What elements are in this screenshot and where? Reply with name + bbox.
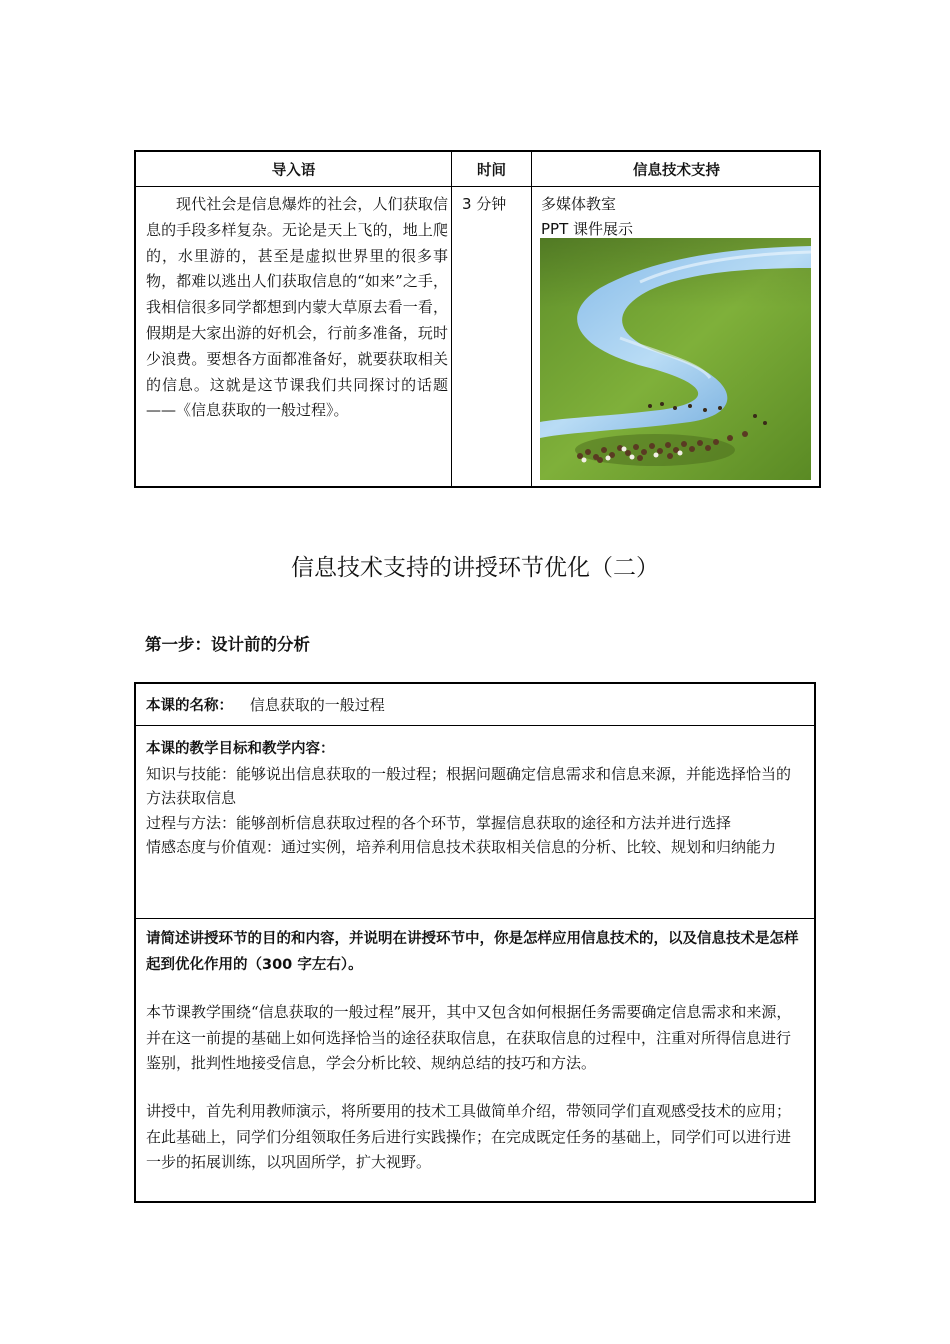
course-name-value: 信息获取的一般过程: [249, 696, 385, 714]
intro-table: [134, 150, 821, 488]
column-divider: [531, 152, 532, 486]
header-intro: 导入语: [271, 162, 316, 179]
goals-row: [146, 737, 804, 860]
support-line-2: PPT 课件展示: [541, 220, 634, 238]
support-cell: [541, 192, 633, 242]
header-time: 时间: [477, 162, 506, 179]
header-it-support: 信息技术支持: [633, 162, 720, 179]
section-title: 信息技术支持的讲授环节优化（二）: [291, 555, 659, 581]
goal-attitude: 情感态度与价值观：通过实例，培养利用信息技术获取相关信息的分析、比较、规划和归纳能力: [146, 838, 777, 857]
support-line-1: 多媒体教室: [541, 195, 617, 213]
question-row: [146, 927, 804, 1176]
answer-paragraph-1: 本节课教学围绕“信息获取的一般过程”展开，其中又包含如何根据任务需要确定信息需求和来源，并在这一前提的基础上如何选择恰当的途径获取信息，在获取信息的过程中，注重对所得信息进行鉴别，批判性地接受信息，学会分析比较、规纳总结的技巧和方法。: [146, 1003, 792, 1073]
course-name-row: [146, 693, 804, 719]
header-divider: [136, 186, 819, 187]
goals-label: 本课的教学目标和教学内容：: [146, 741, 335, 757]
intro-text: 现代社会是信息爆炸的社会，人们获取信息的手段多样复杂。无论是天上飞的，地上爬的，水里游的，甚至是虚拟世界里的很多事物，都难以逃出人们获取信息的“如来”之手，我相信很多同学都想到内蒙大草原去看一看，假期是大家出游的好机会，行前多准备，玩时少浪费。要想各方面都准备好，就要获取相关的信息。这就是这节课我们共同探讨的话题——《信息获取的一般过程》。: [146, 195, 448, 420]
grassland-river-photo: [540, 238, 811, 480]
intro-text-cell: [146, 192, 448, 424]
question-text: 请简述讲授环节的目的和内容，并说明在讲授环节中，你是怎样应用信息技术的，以及信息技术是怎样起到优化作用的（300 字左右）。: [146, 931, 799, 973]
course-name-label: 本课的名称：: [146, 698, 233, 714]
analysis-table: [134, 682, 816, 1203]
column-divider: [451, 152, 452, 486]
goal-process: 过程与方法：能够剖析信息获取过程的各个环节，掌握信息获取的途径和方法并进行选择: [146, 813, 732, 832]
time-cell: [462, 192, 506, 217]
time-value: 3 分钟: [462, 195, 507, 213]
step-title: 第一步：设计前的分析: [145, 635, 310, 654]
goal-knowledge: 知识与技能：能够说出信息获取的一般过程；根据问题确定信息需求和信息来源，并能选择恰当的方法获取信息: [146, 764, 792, 808]
row-divider: [136, 725, 814, 726]
row-divider: [136, 918, 814, 919]
answer-paragraph-2: 讲授中，首先利用教师演示，将所要用的技术工具做简单介绍，带领同学们直观感受技术的应用；在此基础上，同学们分组领取任务后进行实践操作；在完成既定任务的基础上，同学们可以进行进一步的拓展训练，以巩固所学，扩大视野。: [146, 1101, 792, 1172]
